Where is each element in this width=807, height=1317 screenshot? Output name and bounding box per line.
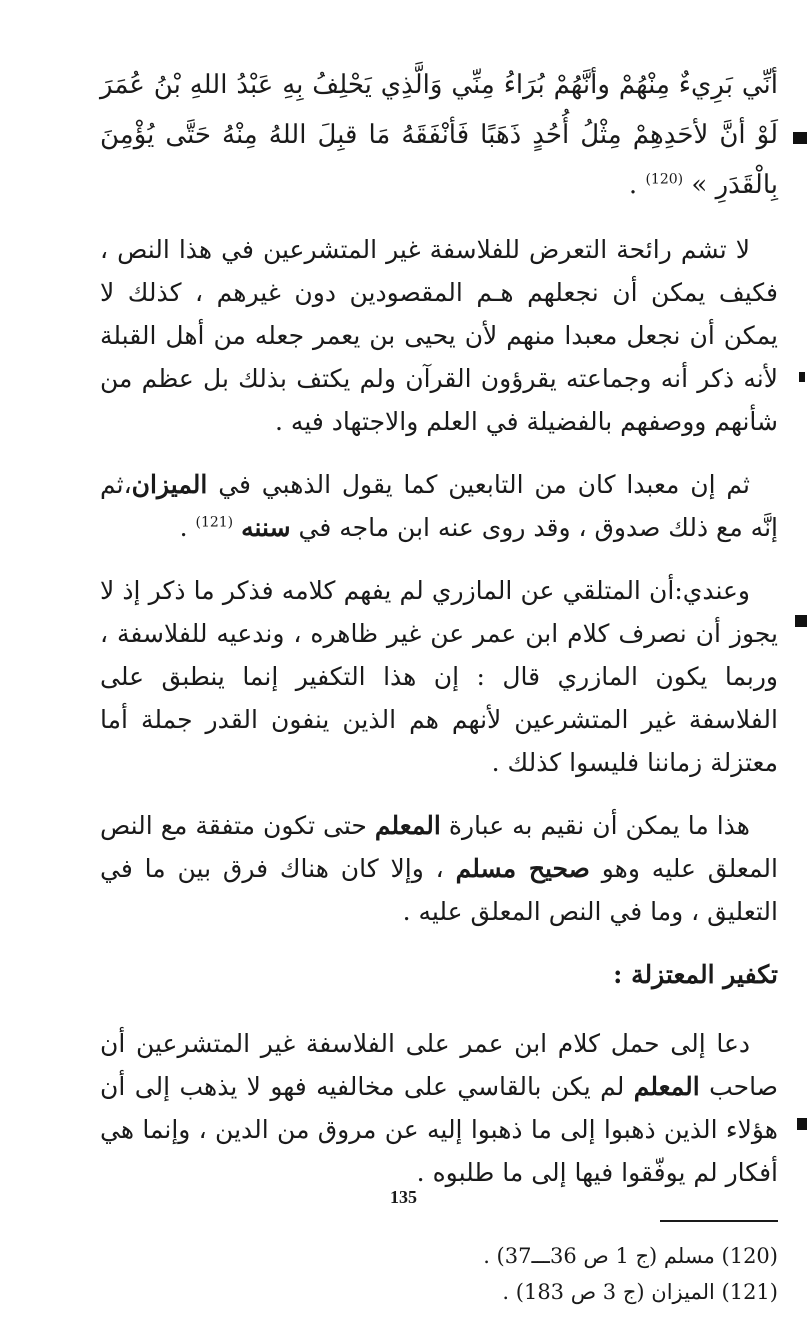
paragraph-4-text-a: هذا ما يمكن أن نقيم به عبارة: [448, 811, 750, 840]
paragraph-3: وعندي:أن المتلقي عن المازري لم يفهم كلامه فذكر ما ذكر إذ لا يجوز أن نصرف كلام ابن عمر عن غير ظاهره ، وندعيه للفلاسفة ، وربما يكون المازري قال : إن هذا التكفير إنما ينطبق على الفلاسفة غير المتشرعين لأنهم هم الذين ينفون القدر جملة أما معتزلة زماننا فليسوا كذلك .: [100, 576, 778, 777]
paragraph-2-text-a: ثم إن معبدا كان من التابعين كما يقول الذهبي في: [218, 470, 750, 499]
paragraph-5-text-a: دعا إلى حمل كلام ابن عمر على الفلاسفة غير المتشرعين أن صاحب: [100, 1029, 778, 1101]
paragraph-1: لا تشم رائحة التعرض للفلاسفة غير المتشرعين في هذا النص ، فكيف يمكن أن نجعلهم هـم المقصودين دون غيرهم ، كذلك لا يمكن أن نجعل معبدا منهم لأن يحيى بن يعمر جعله من أهل القبلة لأنه ذكر أنه وجماعته يقرؤون القرآن ولم يكتف بذلك بل عظم من شأنهم ووصفهم بالفضيلة في العلم والاجتهاد فيه .: [100, 235, 778, 436]
section-heading: تكفير المعتزلة :: [613, 960, 778, 989]
hadith-quote: [100, 60, 778, 210]
footnote-120: (120) مسلم (ج 1 ص 36ـــ37) .: [483, 1244, 778, 1268]
margin-mark-2: [799, 372, 805, 382]
footnote-ref-120[interactable]: (120): [645, 171, 684, 188]
paragraph-4: [100, 804, 778, 933]
paragraph-2: [100, 463, 778, 549]
paragraph-4-text-b: حتى تكون متفقة مع النص المعلق عليه وهو: [100, 811, 778, 883]
page-number: 135: [390, 1187, 417, 1207]
quote-end: .: [628, 170, 638, 200]
book-title-mizan: الميزان: [131, 470, 208, 499]
margin-mark-4: [797, 1118, 807, 1130]
footnote-121: (121) الميزان (ج 3 ص 183) .: [502, 1280, 778, 1304]
page-body: [100, 60, 778, 1310]
quote-line-1: أنِّي بَرِيءٌ مِنْهُمْ وأنَّهُمْ بُرَاءُ مِنِّي وَالَّذِي يَحْلِفُ بِهِ عَبْدُ اللهِ بْنُ عُمَرَ لَوْ أنَّ: [100, 70, 779, 150]
paragraph-5-text-b: لم يكن بالقاسي على مخالفيه فهو لا يذهب إلى أن هؤلاء الذين ذهبوا إلى ما ذهبوا إليه عن مروق من الدين ، وإنما هي أفكار لم يوفّقوا فيها إلى ما طلبوه .: [100, 1072, 778, 1187]
paragraph-2-end: .: [179, 513, 188, 542]
quote-line-2: لأحَدِهِمْ مِثْلُ أُحُدٍ ذَهَبًا فَأنْفَقَهُ مَا قبِلَ اللهُ مِنْهُ حَتَّى يُؤْمِنَ بِالْقَدَرِ »: [100, 120, 778, 200]
footnote-ref-121[interactable]: (121): [195, 514, 234, 531]
footnote-separator: [660, 1220, 778, 1222]
book-title-sahih-muslim: صحيح مسلم: [455, 854, 590, 883]
paragraph-2-text-b: ،ثم إنَّه مع ذلك صدوق ، وقد روى عنه ابن ماجه في: [100, 470, 778, 542]
book-title-muallim: المعلم: [374, 811, 441, 840]
paragraph-5: [100, 1022, 778, 1194]
book-title-sunan: سننه: [241, 513, 291, 542]
margin-mark-3: [795, 615, 807, 627]
book-title-muallim-2: المعلم: [633, 1072, 700, 1101]
paragraph-4-text-c: ، وإلا كان هناك فرق بين ما في التعليق ، وما في النص المعلق عليه .: [100, 854, 778, 926]
margin-mark-1: [793, 132, 807, 144]
